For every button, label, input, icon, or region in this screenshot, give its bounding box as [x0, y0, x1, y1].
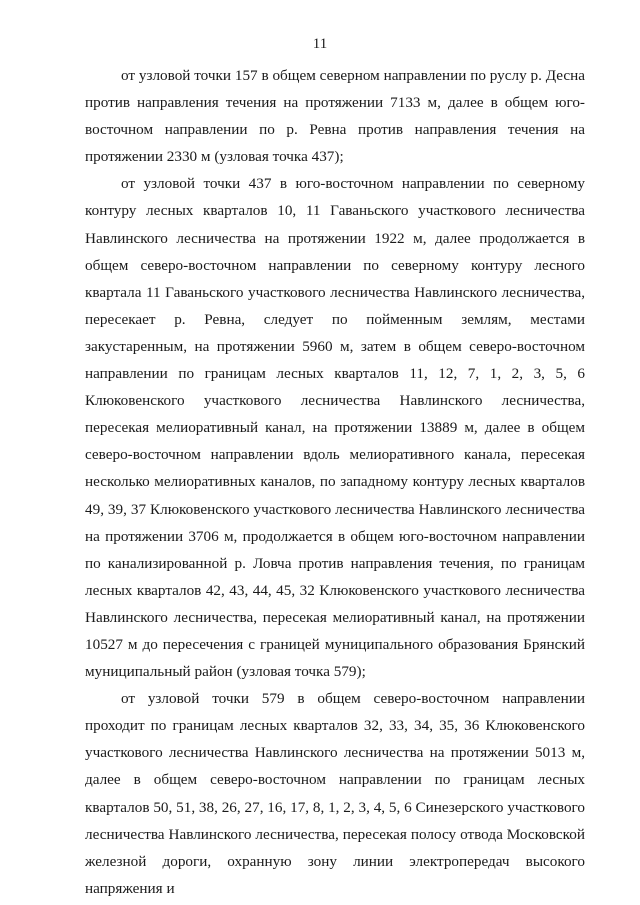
paragraph-node-437: от узловой точки 437 в юго-восточном направлении по северному контуру лесных кварталов 10, 11 Гаваньского участкового лесничества Навлинского лесничества на протяжении 1922 м, далее продолжается в общем северо-восточном направлении по северному контуру лесного квартала 11 Гаваньского участкового лесничества Навлинского лесничества, пересекает р. Ревна, следует по пойменным землям, местами закустаренным, на протяжении 5960 м, затем в общем северо-восточном направлении по границам лесных кварталов 11, 12, 7, 1, 2, 3, 5, 6 Клюковенского участкового лесничества Навлинского лесничества, пересекая мелиоративный канал, на протяжении 13889 м, далее в общем северо-восточном направлении вдоль мелиоративного канала, пересекая несколько мелиоративных каналов, по западному контуру лесных кварталов 49, 39, 37 Клюковенского участкового лесничества Навлинского лесничества на протяжении 3706 м, продолжается в общем юго-восточном направлении по канализированной р. Ловча против направления течения, по границам лесных кварталов 42, 43, 44, 45, 32 Клюковенского участкового лесничества Навлинского лесничества, пересекая мелиоративный канал, на протяжении 10527 м до пересечения с границей муниципального образования Брянский муниципальный район (узловая точка 579);	[85, 175, 585, 681]
document-body	[85, 62, 585, 902]
paragraph-node-157: от узловой точки 157 в общем северном направлении по руслу р. Десна против направления течения на протяжении 7133 м, далее в общем юго-восточном направлении по р. Ревна против направления течения на протяжении 2330 м (узловая точка 437);	[85, 67, 585, 166]
paragraph-node-579: от узловой точки 579 в общем северо-восточном направлении проходит по границам лесных кварталов 32, 33, 34, 35, 36 Клюковенского участкового лесничества Навлинского лесничества на протяжении 5013 м, далее в общем северо-восточном направлении по границам лесных кварталов 50, 51, 38, 26, 27, 16, 17, 8, 1, 2, 3, 4, 5, 6 Синезерского участкового лесничества Навлинского лесничества, пересекая полосу отвода Московской железной дороги, охранную зону линии электропередач высокого напряжения и	[85, 690, 585, 897]
page-number: 11	[312, 36, 328, 52]
